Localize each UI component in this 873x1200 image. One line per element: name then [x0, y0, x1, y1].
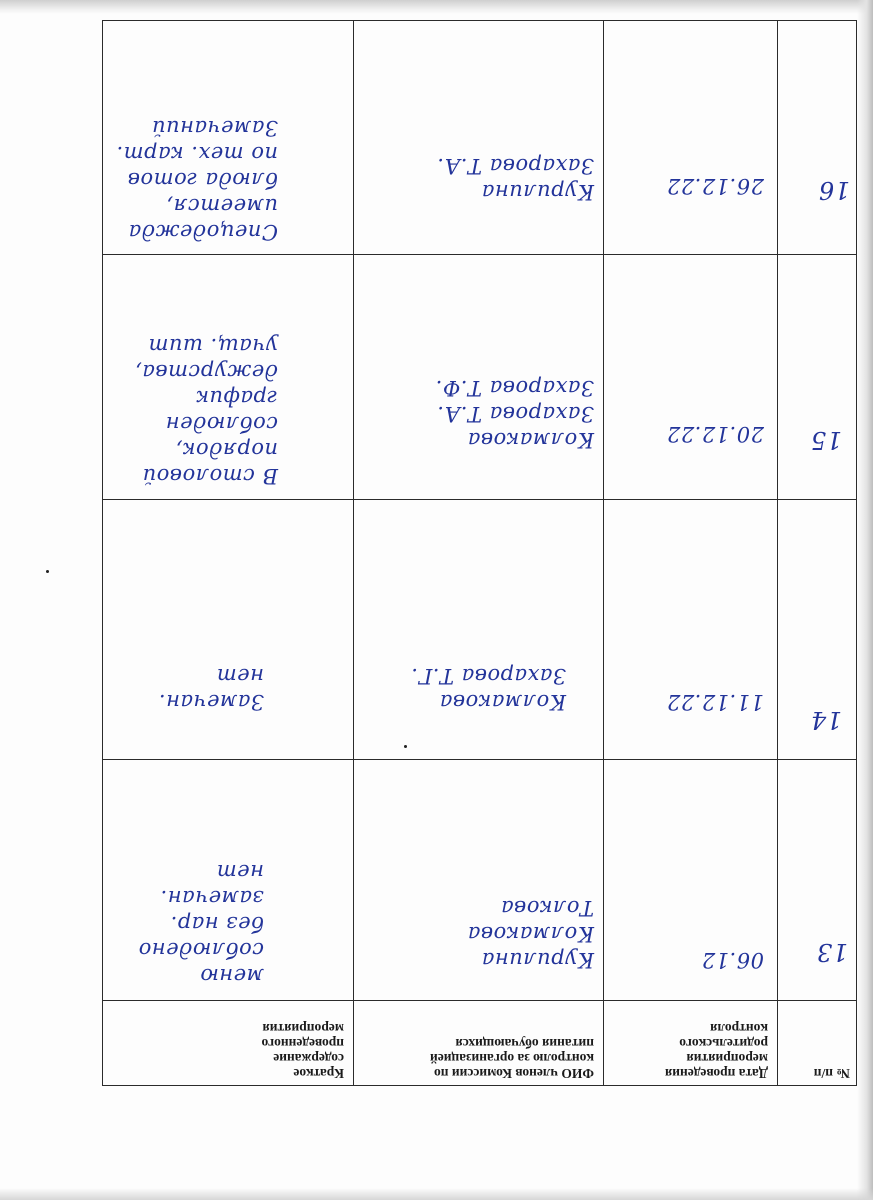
row-15-members: Колмакова Захарова Т.А. Захарова Т.Ф.	[435, 376, 594, 452]
row-14-date: 11.12.22	[666, 690, 764, 714]
row-15-num: 15	[810, 426, 842, 454]
row-16-date: 26.12.22	[666, 174, 764, 198]
row-15-summary: В столовой порядок, соблюден график дежурства, учащ. шит	[134, 334, 278, 488]
row-15-date: 20.12.22	[666, 422, 764, 446]
header-date: Дата проведения мероприятия родительского контроля	[664, 1021, 768, 1081]
row-divider	[103, 254, 856, 255]
row-13-members: Курилина Колмакова Толкова	[467, 896, 594, 972]
row-13-date: 06.12	[701, 948, 764, 972]
col-divider	[603, 21, 604, 1085]
row-16-num: 16	[818, 176, 850, 204]
row-16-summary: Спецодежда имеется, блюда готов по тех. карт. Замечаний	[116, 116, 278, 244]
col-divider	[777, 21, 778, 1085]
row-14-members: Колмакова Захарова Т.Г.	[410, 664, 566, 714]
row-16-members: Курилина Захарова Т.А.	[436, 154, 594, 204]
row-divider	[103, 759, 856, 760]
report-table	[102, 20, 857, 1086]
header-num: № п/п	[813, 1066, 850, 1081]
row-14-num: 14	[810, 706, 842, 734]
row-divider	[103, 499, 856, 500]
row-13-num: 13	[816, 938, 848, 966]
row-13-summary: меню соблюдено без нар. замечан. нет	[138, 860, 264, 988]
header-summary: Краткое содержание проведенного мероприятия	[261, 1021, 344, 1081]
col-divider	[353, 21, 354, 1085]
row-divider	[103, 1000, 856, 1001]
row-14-summary: Замечан. нет	[158, 664, 264, 714]
header-members: ФИО членов Комиссии по контролю за организацией питания обучающихся	[429, 1036, 594, 1081]
